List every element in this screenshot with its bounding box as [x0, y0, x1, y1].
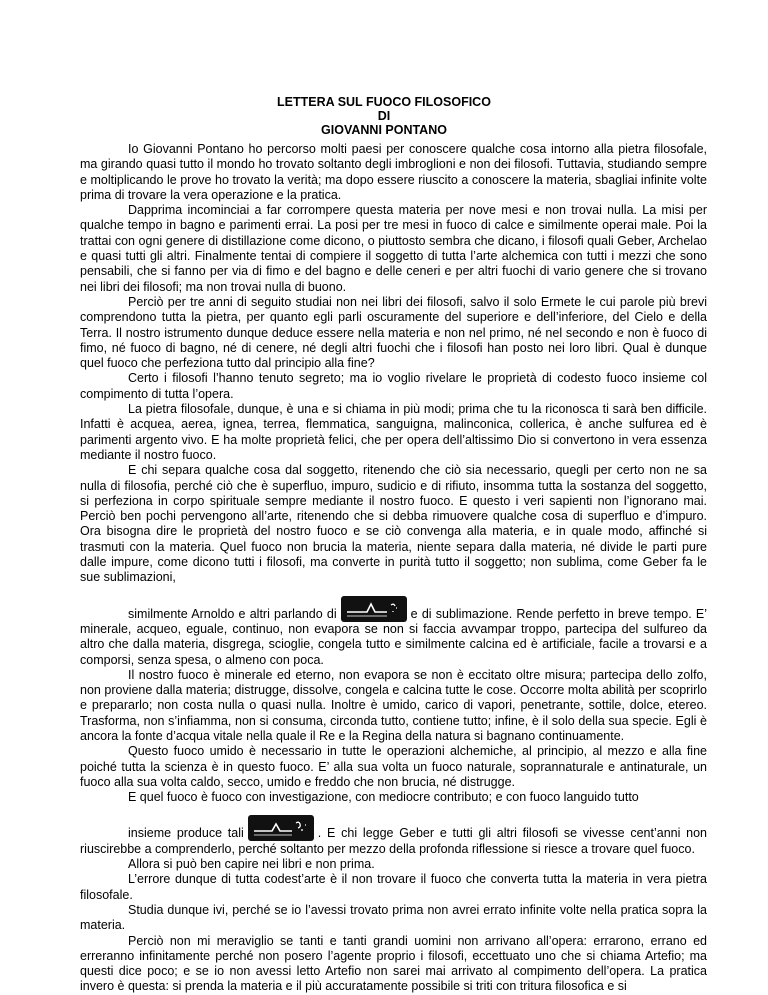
letter-body — [80, 142, 707, 995]
alchemical-symbol-icon — [248, 815, 314, 841]
paragraph-with-symbol — [80, 815, 707, 857]
paragraph: Perciò non mi meraviglio se tanti e tanti grandi uomini non arrivano all’opera: errarono, errano ed erreranno infinitamente perché non posero l’agente proprio i filosofi, eccettuato uno che si chiama Artefio; ma questi dice poco; e se io non avessi letto Artefio non sarei mai arrivato al compimento dell’opera. La pratica invero è questa: si prenda la materia e il più accuratamente possibile si triti con tritura filosofica e si — [80, 933, 707, 994]
paragraph-with-symbol — [80, 596, 707, 668]
paragraph: La pietra filosofale, dunque, è una e si chiama in più modi; prima che tu la riconosca ti sarà ben difficile. Infatti è acquea, aerea, ignea, terrea, flemmatica, sanguigna, malinconica, collerica, è anche sulfurea ed è parimenti argento vivo. E ha molte proprietà felici, che per opera dell’altissimo Dio si convertono in vera essenza mediante il nostro fuoco. — [80, 402, 707, 462]
paragraph: Perciò per tre anni di seguito studiai non nei libri dei filosofi, salvo il solo Ermete le cui parole più brevi comprendono tutta la pietra, per quanto egli parli oscuramente del superiore e dell’inferiore, del Cielo e della Terra. Il nostro istrumento dunque deduce essere nella materia e non nel primo, né nel secondo e non è fuoco di fimo, né fuoco di bagno, né di cenere, né degli altri fuochi che i filosofi han posto nei loro libri. Qual è dunque quel fuoco che perfeziona tutto dal principio alla fine? — [80, 294, 707, 371]
paragraph: Io Giovanni Pontano ho percorso molti paesi per conoscere qualche cosa intorno alla pietra filosofale, ma girando quasi tutto il mondo ho trovato soltanto degli imbroglioni e non dei filosofi. Tuttavia, studiando sempre e moltiplicando le prove ho trovato la verità; ma dopo essere riuscito a conoscere la materia, sbagliai infinite volte prima di trovare la vera operazione e la pratica. — [80, 142, 707, 202]
title-by: DI — [377, 109, 391, 123]
paragraph: E quel fuoco è fuoco con investigazione, con mediocre contributo; e con fuoco languido tutto — [128, 790, 639, 805]
paragraph: Certo i filosofi l’hanno tenuto segreto; ma io voglio rivelare le proprietà di codesto fuoco insieme col compimento di tutta l’opera. — [80, 371, 707, 401]
paragraph: Studia dunque ivi, perché se io l’avessi trovato prima non avrei errato infinite volte nella pratica sopra la materia. — [80, 902, 707, 933]
paragraph: Dapprima incominciai a far corrompere questa materia per nove mesi e non trovai nulla. La misi per qualche tempo in bagno e parimenti errai. La posi per tre mesi in fuoco di calce e similmente operai male. Poi la trattai con ogni genere di distillazione come dicono, o piuttosto sembra che dicano, i filosofi quali Geber, Archelao e quasi tutti gli altri. Finalmente tentai di compiere il soggetto di tutta l’arte alchemica con tutti i mezzi che sono pensabili, che si fanno per via di fimo e del bagno e delle ceneri e per altri fuochi di vario genere che si trovano nei libri dei filosofi; ma non trovai nulla di buono. — [80, 203, 707, 294]
alchemical-symbol-icon — [341, 596, 407, 622]
text-before-symbol: similmente Arnoldo e altri parlando di — [128, 606, 337, 621]
paragraph: Allora si può ben capire nei libri e non prima. — [128, 857, 375, 872]
text-after-symbol: . E chi legge Geber e tutti gli altri filosofi se vivesse cent’anni non riuscirebbe a comprenderlo, perché soltanto per mezzo della profonda riflessione si riesce a trovare quel fuoco. — [80, 826, 708, 856]
paragraph: Questo fuoco umido è necessario in tutte le operazioni alchemiche, al principio, al mezzo e alla fine poiché tutta la scienza è in questo fuoco. E’ alla sua volta un fuoco naturale, soprannaturale e antinaturale, un fuoco alla sua volta caldo, secco, umido e freddo che non brucia, né distrugge. — [80, 744, 707, 789]
author-name: GIOVANNI PONTANO — [321, 123, 447, 137]
paragraph: L’errore dunque di tutta codest’arte è il non trovare il fuoco che converta tutta la materia in vera pietra filosofale. — [80, 872, 707, 902]
text-before-symbol: insieme produce tali — [128, 826, 244, 841]
paragraph: E chi separa qualche cosa dal soggetto, ritenendo che ciò sia necessario, quegli per certo non ne sa nulla di filosofia, perché ciò che è superfluo, impuro, sudicio e di rifiuto, insomma tutta la sostanza del soggetto, si perfeziona in corpo spirituale sempre mediante il nostro fuoco. E questo i veri sapienti non l’ignorano mai. Perciò ben pochi pervengono all’arte, ritenendo che si debba rimuovere qualche cosa di superfluo e d’impuro. Ora bisogna dire le proprietà del nostro fuoco e se ciò convenga alla materia, e in quale modo, affinché si trasmuti con la materia. Quel fuoco non brucia la materia, niente separa dalla materia, né divide le parti pure dalle impure, come dicono tutti i filosofi, ma converte in purità tutto il soggetto; non sublima, come Geber fa le sue sublimazioni, — [80, 463, 707, 585]
document-title: LETTERA SUL FUOCO FILOSOFICO — [277, 95, 491, 109]
paragraph: Il nostro fuoco è minerale ed eterno, non evapora se non è eccitato oltre misura; partecipa dello zolfo, non proviene dalla materia; distrugge, dissolve, congela e calcina tutte le cose. Occorre molta abilità per scoprirlo e prepararlo; non costa nulla o quasi nulla. Inoltre è umido, carico di vapori, penetrante, sottile, dolce, etereo. Trasforma, non s’infiamma, non si consuma, circonda tutto, contiene tutto; infine, è il solo della sua specie. Egli è ancora la fonte d’acqua vitale nella quale il Re e la Regina della natura si bagnano continuamente. — [80, 667, 707, 743]
text-after-symbol: e di sublimazione. Rende perfetto in breve tempo. E’ minerale, acqueo, eguale, continuo, non evapora se non si faccia avvampar troppo, partecipa del sulfureo da altro che dalla materia, disgrega, scioglie, congela tutto e similmente calcina ed è artificiale, facile a trovarsi e a comporsi, senza spesa, o almeno con poca. — [80, 606, 707, 667]
